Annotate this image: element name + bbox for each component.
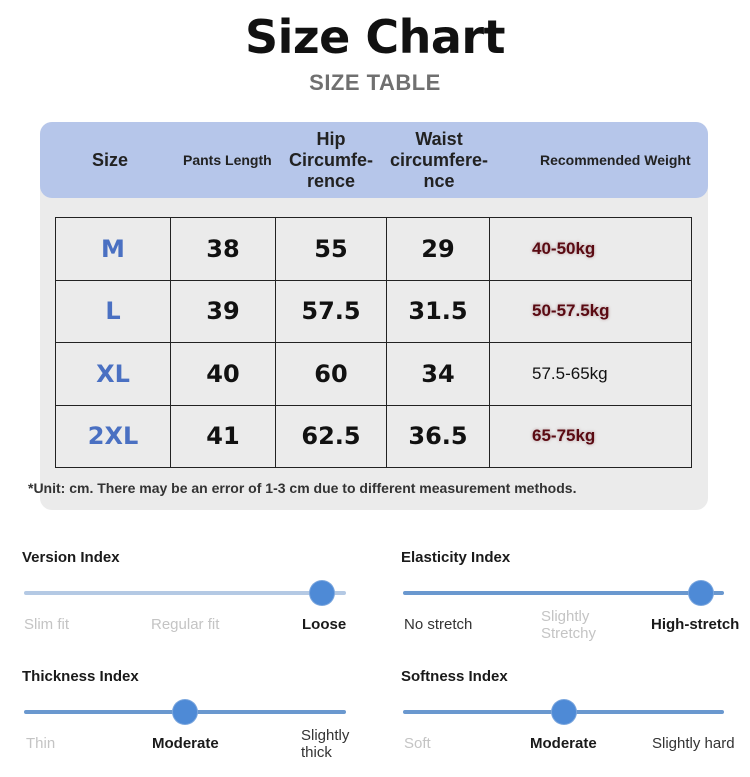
cell-waist: 36.5 — [387, 405, 490, 468]
header-waist-line1: Waist — [415, 128, 463, 149]
cell-size: 2XL — [56, 405, 171, 468]
softness-option-moderate: Moderate — [530, 735, 597, 752]
cell-waist: 34 — [387, 343, 490, 406]
header-hip-circumference — [286, 122, 376, 198]
header-hip-line1: Hip — [316, 128, 346, 149]
thickness-option-slightly-thick — [301, 727, 349, 761]
thickness-option-thin: Thin — [26, 735, 56, 752]
version-index-title: Version Index — [22, 549, 120, 566]
elasticity-index-title: Elasticity Index — [401, 549, 511, 566]
thickness-index-title: Thickness Index — [22, 668, 139, 685]
elasticity-option-no-stretch: No stretch — [404, 616, 473, 633]
version-index-knob — [310, 581, 334, 605]
header-hip-line2: Circumfe- — [288, 149, 373, 170]
cell-weight: 40-50kg — [490, 218, 692, 281]
measurement-note: *Unit: cm. There may be an error of 1-3 cm due to different measurement methods. — [28, 480, 577, 496]
version-index-track — [24, 591, 346, 595]
thickness-option-slightly-line1: Slightly — [301, 727, 350, 744]
cell-size: XL — [56, 343, 171, 406]
header-waist-circumference — [390, 122, 490, 198]
version-option-loose: Loose — [302, 616, 347, 633]
header-waist-line3: nce — [423, 170, 455, 191]
cell-hip: 55 — [276, 218, 387, 281]
cell-pants-length: 38 — [171, 218, 276, 281]
size-table-header — [40, 122, 708, 198]
elasticity-option-slightly-line2: Stretchy — [541, 625, 597, 642]
version-option-slim-fit: Slim fit — [24, 616, 69, 633]
cell-pants-length: 41 — [171, 405, 276, 468]
elasticity-option-high-stretch: High-stretch — [651, 616, 740, 633]
cell-pants-length: 39 — [171, 280, 276, 343]
table-row — [56, 218, 692, 281]
cell-hip: 62.5 — [276, 405, 387, 468]
thickness-index-knob — [173, 700, 197, 724]
header-hip-line3: rence — [306, 170, 356, 191]
table-row — [56, 280, 692, 343]
cell-weight: 65-75kg — [490, 405, 692, 468]
cell-waist: 29 — [387, 218, 490, 281]
cell-weight: 50-57.5kg — [490, 280, 692, 343]
header-waist-line2: circumfere- — [390, 149, 489, 170]
softness-option-soft: Soft — [404, 735, 431, 752]
cell-waist: 31.5 — [387, 280, 490, 343]
cell-pants-length: 40 — [171, 343, 276, 406]
header-recommended-weight: Recommended Weight — [540, 152, 691, 168]
thickness-option-moderate: Moderate — [152, 735, 219, 752]
cell-size: L — [56, 280, 171, 343]
elasticity-option-slightly-line1: Slightly — [541, 608, 590, 625]
softness-index-knob — [552, 700, 576, 724]
elasticity-option-slightly-stretchy — [541, 608, 596, 642]
header-size: Size — [92, 149, 129, 170]
page-title: Size Chart — [244, 10, 506, 64]
cell-hip: 60 — [276, 343, 387, 406]
cell-size: M — [56, 218, 171, 281]
version-option-regular-fit: Regular fit — [151, 616, 220, 633]
elasticity-index-knob — [689, 581, 713, 605]
table-row — [56, 343, 692, 406]
elasticity-index-track — [403, 591, 724, 595]
cell-weight: 57.5-65kg — [490, 343, 692, 406]
page-subtitle: SIZE TABLE — [309, 70, 441, 95]
size-table — [55, 217, 692, 468]
table-row — [56, 405, 692, 468]
softness-option-slightly-hard: Slightly hard — [652, 735, 735, 752]
thickness-option-slightly-line2: thick — [301, 744, 332, 761]
cell-hip: 57.5 — [276, 280, 387, 343]
softness-index-title: Softness Index — [401, 668, 508, 685]
header-pants-length: Pants Length — [183, 152, 272, 168]
